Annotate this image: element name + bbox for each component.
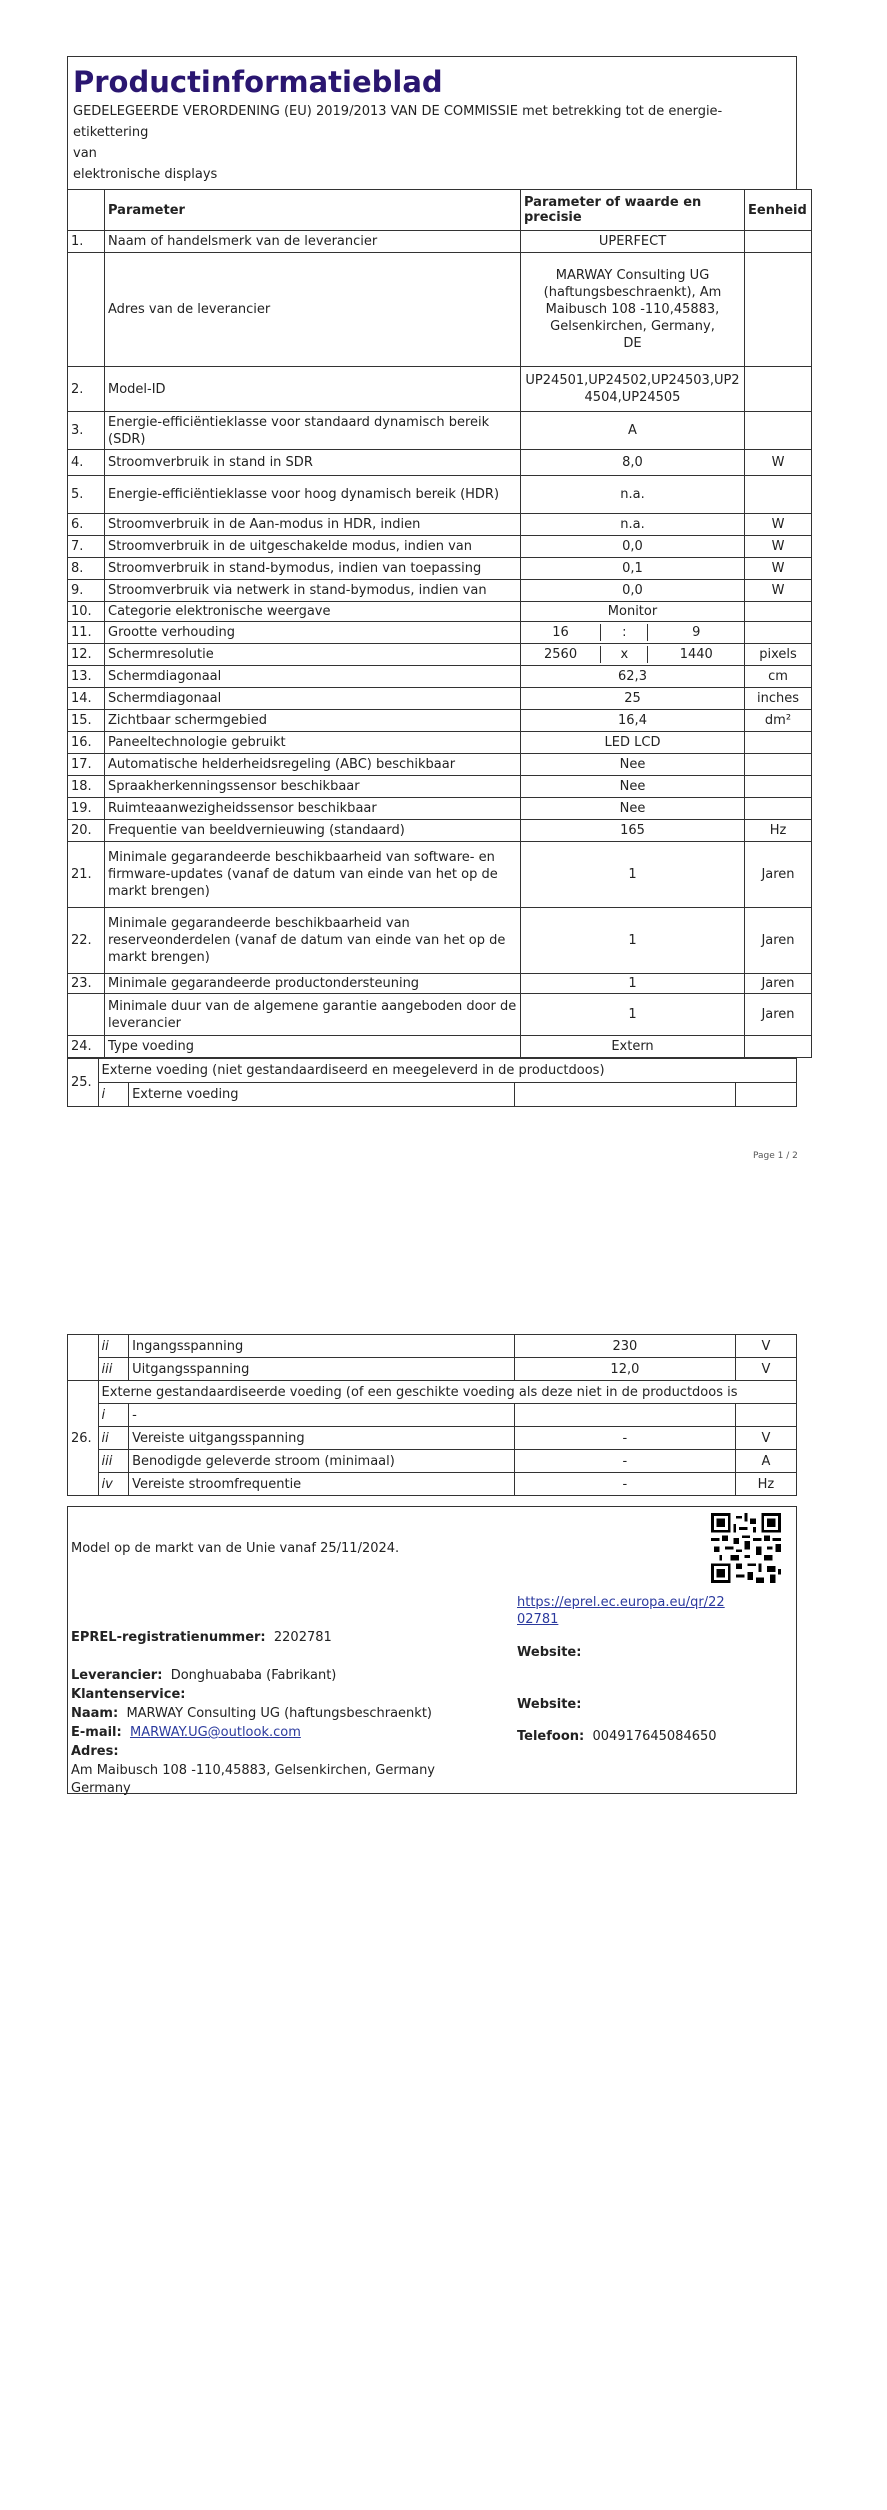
table-row <box>68 253 812 367</box>
supplier-line: Leverancier: Donghuababa (Fabrikant) <box>71 1668 337 1683</box>
parameter-cell: Ruimteaanwezigheidssensor beschikbaar <box>105 798 521 820</box>
value-cell: 165 <box>521 820 745 842</box>
parameter-cell: Minimale gegarandeerde beschikbaarheid van reserveonderdelen (vanaf de datum van einde van het op de markt brengen) <box>105 908 521 974</box>
sub-index: i <box>98 1404 129 1427</box>
parameter-cell: Schermdiagonaal <box>105 666 521 688</box>
row-number: 7. <box>68 536 105 558</box>
row-number: 23. <box>68 974 105 994</box>
section-heading: Externe voeding (niet gestandaardiseerd en meegeleverd in de productdoos) <box>98 1059 796 1083</box>
unit-cell: W <box>745 514 812 536</box>
value-cell: n.a. <box>521 514 745 536</box>
row-number: 17. <box>68 754 105 776</box>
unit-cell: Jaren <box>745 974 812 994</box>
row-number: 15. <box>68 710 105 732</box>
page-2 <box>67 1334 797 1496</box>
row-number: 1. <box>68 231 105 253</box>
value-cell: Nee <box>521 798 745 820</box>
table-row <box>68 1450 797 1473</box>
eprel-registration: EPREL-registratienummer: 2202781 <box>71 1630 332 1645</box>
qr-code-icon <box>708 1513 784 1583</box>
unit-cell <box>745 776 812 798</box>
table-row <box>68 754 812 776</box>
parameter-cell: Naam of handelsmerk van de leverancier <box>105 231 521 253</box>
unit-cell <box>745 253 812 367</box>
parameter-cell: Schermresolutie <box>105 644 521 666</box>
parameter-cell: Stroomverbruik in stand-bymodus, indien van toepassing <box>105 558 521 580</box>
row-number: 22. <box>68 908 105 974</box>
parameter-cell: Adres van de leverancier <box>105 253 521 367</box>
email-link[interactable]: MARWAY.UG@outlook.com <box>129 1725 301 1740</box>
value-cell: A <box>521 412 745 450</box>
row-number: 21. <box>68 842 105 908</box>
table-row <box>68 1427 797 1450</box>
value-cell: 1 <box>521 974 745 994</box>
registration-info-box <box>67 1506 797 1794</box>
value-cell: 1 <box>521 842 745 908</box>
unit-cell <box>735 1083 796 1107</box>
value-cell <box>514 1083 735 1107</box>
table-row <box>68 412 812 450</box>
table-row <box>68 688 812 710</box>
row-number: 8. <box>68 558 105 580</box>
table-row <box>68 1404 797 1427</box>
value-cell: 0,0 <box>521 580 745 602</box>
parameter-cell: Automatische helderheidsregeling (ABC) beschikbaar <box>105 754 521 776</box>
page-title: Productinformatieblad <box>73 65 443 99</box>
unit-cell: inches <box>745 688 812 710</box>
phone-line: Telefoon: 004917645084650 <box>517 1729 717 1744</box>
column-header-parameter: Parameter <box>105 190 521 231</box>
customer-service-label: Klantenservice: <box>71 1687 186 1702</box>
table-row <box>68 798 812 820</box>
parameter-cell: Stroomverbruik via netwerk in stand-bymodus, indien van <box>105 580 521 602</box>
table-row <box>68 994 812 1036</box>
section-heading: Externe gestandaardiseerde voeding (of een geschikte voeding als deze niet in de productdoos is <box>98 1381 796 1404</box>
row-number: 4. <box>68 450 105 476</box>
row-number: 18. <box>68 776 105 798</box>
unit-cell: Jaren <box>745 842 812 908</box>
sub-index: ii <box>98 1335 129 1358</box>
unit-cell <box>745 476 812 514</box>
unit-cell: pixels <box>745 644 812 666</box>
parameter-cell: Categorie elektronische weergave <box>105 602 521 622</box>
sub-label: - <box>129 1404 515 1427</box>
unit-cell: V <box>735 1358 796 1381</box>
page-1 <box>67 56 807 1107</box>
value-cell: 25 <box>521 688 745 710</box>
sub-label: Vereiste stroomfrequentie <box>129 1473 515 1496</box>
value-cell: UP24501,UP24502,UP24503,UP2 4504,UP24505 <box>521 367 745 412</box>
unit-cell: Hz <box>735 1473 796 1496</box>
address-line-1: Am Maibusch 108 -110,45883, Gelsenkirchen, Germany <box>71 1763 435 1778</box>
table-header-row <box>68 190 812 231</box>
unit-cell <box>745 754 812 776</box>
parameter-cell: Stroomverbruik in stand in SDR <box>105 450 521 476</box>
table-row <box>68 536 812 558</box>
value-cell: 0,1 <box>521 558 745 580</box>
row-number: 20. <box>68 820 105 842</box>
market-date-text: Model op de markt van de Unie vanaf 25/11/2024. <box>71 1541 400 1556</box>
unit-cell: cm <box>745 666 812 688</box>
table-row <box>68 974 812 994</box>
unit-cell: A <box>735 1450 796 1473</box>
address-label: Adres: <box>71 1744 119 1759</box>
value-cell: - <box>514 1427 735 1450</box>
table-row <box>68 710 812 732</box>
value-cell: 12,0 <box>514 1358 735 1381</box>
table-row <box>68 1358 797 1381</box>
parameter-cell: Frequentie van beeldvernieuwing (standaard) <box>105 820 521 842</box>
parameter-cell: Stroomverbruik in de uitgeschakelde modus, indien van <box>105 536 521 558</box>
sub-index: ii <box>98 1427 129 1450</box>
value-cell <box>514 1404 735 1427</box>
eprel-link[interactable]: https://eprel.ec.europa.eu/qr/22 <box>517 1595 725 1610</box>
value-cell: 2560 x 1440 <box>521 644 745 666</box>
row-number: 25. <box>68 1059 99 1107</box>
parameter-cell: Grootte verhouding <box>105 622 521 644</box>
value-cell: 1 <box>521 994 745 1036</box>
value-cell: 8,0 <box>521 450 745 476</box>
parameter-cell: Energie-efficiëntieklasse voor hoog dynamisch bereik (HDR) <box>105 476 521 514</box>
table-row <box>68 666 812 688</box>
row-number: 2. <box>68 367 105 412</box>
row-number <box>68 253 105 367</box>
value-cell: Nee <box>521 754 745 776</box>
row-number: 10. <box>68 602 105 622</box>
parameter-cell: Stroomverbruik in de Aan-modus in HDR, indien <box>105 514 521 536</box>
row-number: 13. <box>68 666 105 688</box>
table-row <box>68 1473 797 1496</box>
table-row <box>68 1381 797 1404</box>
column-header-value: Parameter of waarde en precisie <box>521 190 745 231</box>
sub-label: Vereiste uitgangsspanning <box>129 1427 515 1450</box>
website-label-1: Website: <box>517 1645 582 1660</box>
eprel-link-continued[interactable]: 02781 <box>517 1612 559 1627</box>
unit-cell: V <box>735 1427 796 1450</box>
table-row <box>68 732 812 754</box>
supply-continued-table <box>67 1334 797 1496</box>
value-cell: Nee <box>521 776 745 798</box>
unit-cell <box>745 622 812 644</box>
external-supply-table <box>67 1058 797 1107</box>
value-cell: - <box>514 1450 735 1473</box>
table-row <box>68 476 812 514</box>
parameter-cell: Spraakherkenningssensor beschikbaar <box>105 776 521 798</box>
parameter-cell: Zichtbaar schermgebied <box>105 710 521 732</box>
table-row <box>68 1335 797 1358</box>
row-number: 19. <box>68 798 105 820</box>
table-row <box>68 1083 797 1107</box>
value-cell: LED LCD <box>521 732 745 754</box>
sub-label: Ingangsspanning <box>129 1335 515 1358</box>
table-row <box>68 644 812 666</box>
table-row <box>68 602 812 622</box>
value-cell: 230 <box>514 1335 735 1358</box>
parameter-cell: Paneeltechnologie gebruikt <box>105 732 521 754</box>
parameter-cell: Minimale duur van de algemene garantie aangeboden door de leverancier <box>105 994 521 1036</box>
table-row <box>68 558 812 580</box>
unit-cell <box>745 367 812 412</box>
parameter-cell: Energie-efficiëntieklasse voor standaard dynamisch bereik (SDR) <box>105 412 521 450</box>
table-row <box>68 450 812 476</box>
row-number: 12. <box>68 644 105 666</box>
value-cell: MARWAY Consulting UG (haftungsbeschraenkt), Am Maibusch 108 -110,45883, Gelsenkirchen, Germany, DE <box>521 253 745 367</box>
sub-label: Benodigde geleverde stroom (minimaal) <box>129 1450 515 1473</box>
unit-cell <box>745 732 812 754</box>
unit-cell <box>745 412 812 450</box>
unit-cell <box>745 602 812 622</box>
sub-label: Uitgangsspanning <box>129 1358 515 1381</box>
parameter-cell: Minimale gegarandeerde beschikbaarheid van software- en firmware-updates (vanaf de datum van einde van het op de markt brengen) <box>105 842 521 908</box>
table-row <box>68 1036 812 1058</box>
parameter-cell: Minimale gegarandeerde productondersteuning <box>105 974 521 994</box>
parameter-cell: Model-ID <box>105 367 521 412</box>
parameter-cell: Schermdiagonaal <box>105 688 521 710</box>
address-line-2: Germany <box>71 1781 131 1796</box>
table-row <box>68 514 812 536</box>
value-cell: 1 <box>521 908 745 974</box>
website-label-2: Website: <box>517 1697 582 1712</box>
row-number: 6. <box>68 514 105 536</box>
value-cell: n.a. <box>521 476 745 514</box>
row-number: 5. <box>68 476 105 514</box>
unit-cell: Hz <box>745 820 812 842</box>
table-row <box>68 231 812 253</box>
sub-label: Externe voeding <box>129 1083 515 1107</box>
unit-cell: Jaren <box>745 994 812 1036</box>
value-cell: 16,4 <box>521 710 745 732</box>
unit-cell: W <box>745 580 812 602</box>
row-number: 9. <box>68 580 105 602</box>
row-number: 16. <box>68 732 105 754</box>
table-row <box>68 622 812 644</box>
name-line: Naam: MARWAY Consulting UG (haftungsbeschraenkt) <box>71 1706 432 1721</box>
sub-index: i <box>98 1083 129 1107</box>
unit-cell <box>745 1036 812 1058</box>
sub-index: iv <box>98 1473 129 1496</box>
table-row <box>68 580 812 602</box>
product-info-table <box>67 189 812 1058</box>
row-number: 26. <box>68 1381 99 1496</box>
column-header-unit: Eenheid <box>745 190 812 231</box>
unit-cell: W <box>745 558 812 580</box>
unit-cell: Jaren <box>745 908 812 974</box>
email-line: E-mail: MARWAY.UG@outlook.com <box>71 1725 301 1740</box>
value-cell: Monitor <box>521 602 745 622</box>
page-number: Page 1 / 2 <box>753 1151 798 1161</box>
value-cell: 0,0 <box>521 536 745 558</box>
unit-cell <box>745 231 812 253</box>
regulation-subtitle: GEDELEGEERDE VERORDENING (EU) 2019/2013 VAN DE COMMISSIE met betrekking tot de energie-etikettering van elektronische displays <box>73 104 723 182</box>
value-cell: 16 : 9 <box>521 622 745 644</box>
unit-cell: dm² <box>745 710 812 732</box>
table-row <box>68 367 812 412</box>
row-number: 24. <box>68 1036 105 1058</box>
row-number: 3. <box>68 412 105 450</box>
value-cell: 62,3 <box>521 666 745 688</box>
parameter-cell: Type voeding <box>105 1036 521 1058</box>
value-cell: Extern <box>521 1036 745 1058</box>
sub-index: iii <box>98 1358 129 1381</box>
table-row <box>68 842 812 908</box>
sub-index: iii <box>98 1450 129 1473</box>
row-number: 14. <box>68 688 105 710</box>
value-cell: - <box>514 1473 735 1496</box>
table-row <box>68 1059 797 1083</box>
unit-cell: W <box>745 450 812 476</box>
table-row <box>68 776 812 798</box>
document-header <box>67 56 797 189</box>
table-row <box>68 820 812 842</box>
unit-cell: V <box>735 1335 796 1358</box>
row-number <box>68 994 105 1036</box>
unit-cell: W <box>745 536 812 558</box>
unit-cell <box>735 1404 796 1427</box>
table-row <box>68 908 812 974</box>
value-cell: UPERFECT <box>521 231 745 253</box>
row-number: 11. <box>68 622 105 644</box>
unit-cell <box>745 798 812 820</box>
